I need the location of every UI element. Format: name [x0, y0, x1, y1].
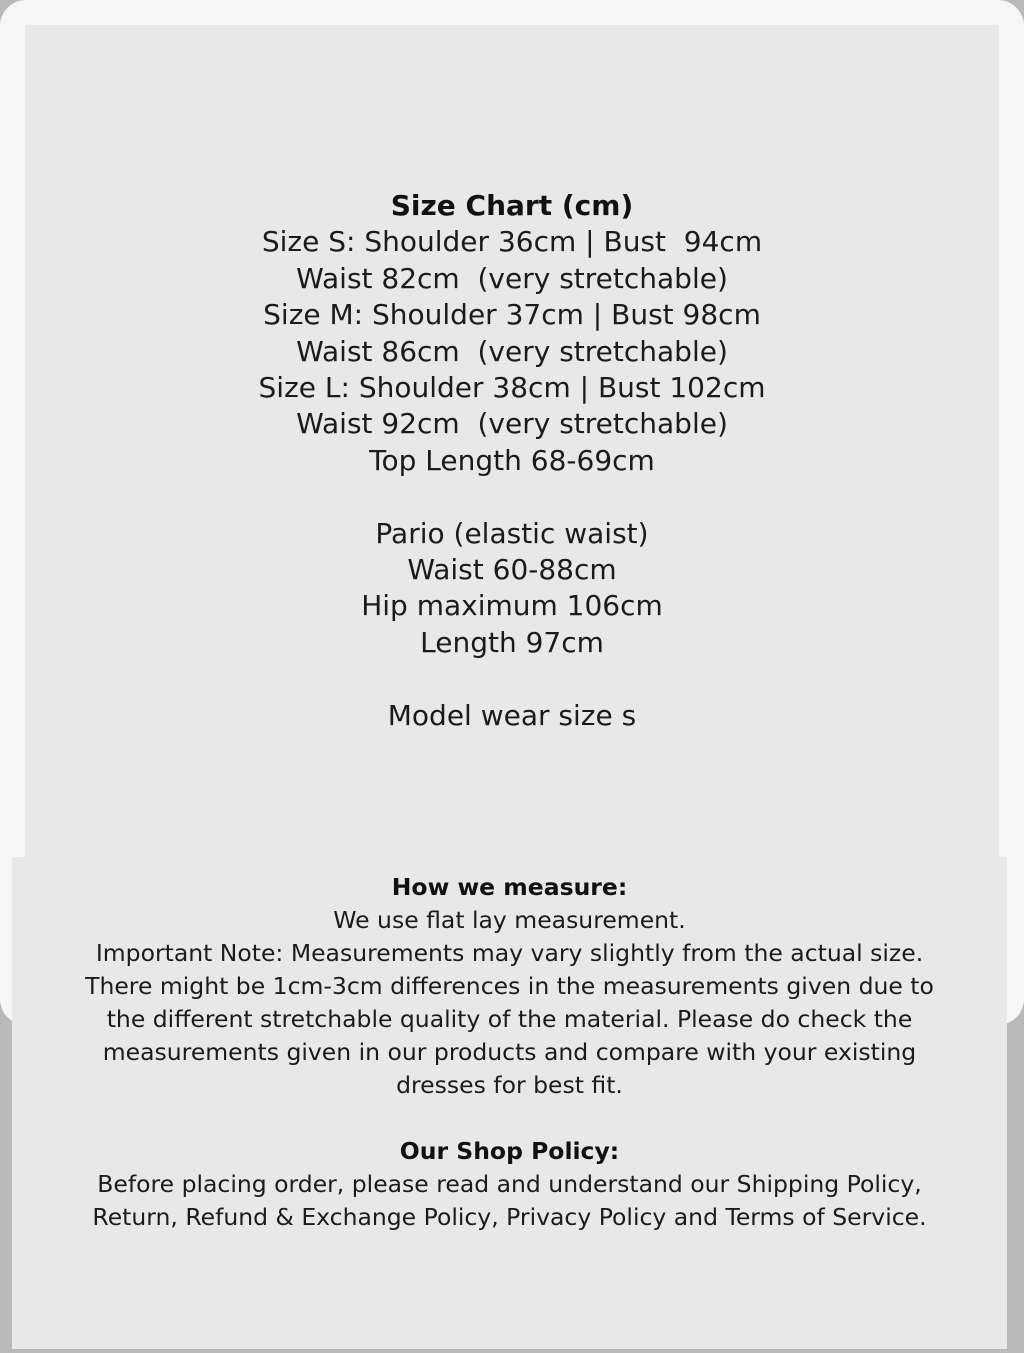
measure-heading: How we measure:	[391, 873, 628, 901]
size-m-waist: Waist 86cm (very stretchable)	[296, 334, 728, 368]
model-size-note: Model wear size s	[387, 698, 637, 732]
spacer	[25, 661, 999, 697]
spacer	[25, 479, 999, 515]
size-s-measurements: Size S: Shoulder 36cm | Bust 94cm	[261, 225, 763, 259]
top-length: Top Length 68-69cm	[369, 443, 655, 477]
measure-important-note: Important Note: Measurements may vary slightly from the actual size. There might be 1cm-3cm differences in the measurements given due to the different stretchable quality of the material. Please do check the measurements given in our products and compare with your existing dresses for best fit.	[85, 939, 934, 1099]
notes-panel	[12, 857, 1007, 1349]
spacer	[12, 1102, 1007, 1135]
pario-title: Pario (elastic waist)	[375, 516, 649, 550]
size-s-waist: Waist 82cm (very stretchable)	[296, 261, 728, 295]
measure-method: We use flat lay measurement.	[333, 906, 686, 934]
size-chart-block	[25, 188, 999, 734]
size-chart-panel	[25, 25, 999, 875]
size-chart-title: Size Chart (cm)	[390, 189, 634, 222]
size-l-measurements: Size L: Shoulder 38cm | Bust 102cm	[258, 371, 766, 405]
size-m-measurements: Size M: Shoulder 37cm | Bust 98cm	[263, 298, 761, 332]
notes-block	[12, 871, 1007, 1234]
size-l-waist: Waist 92cm (very stretchable)	[296, 407, 728, 441]
pario-waist: Waist 60-88cm	[407, 553, 617, 587]
policy-text: Before placing order, please read and understand our Shipping Policy, Return, Refund & Exchange Policy, Privacy Policy and Terms of Service.	[92, 1170, 927, 1231]
policy-heading: Our Shop Policy:	[399, 1137, 620, 1165]
pario-length: Length 97cm	[420, 625, 604, 659]
pario-hip: Hip maximum 106cm	[361, 589, 663, 623]
